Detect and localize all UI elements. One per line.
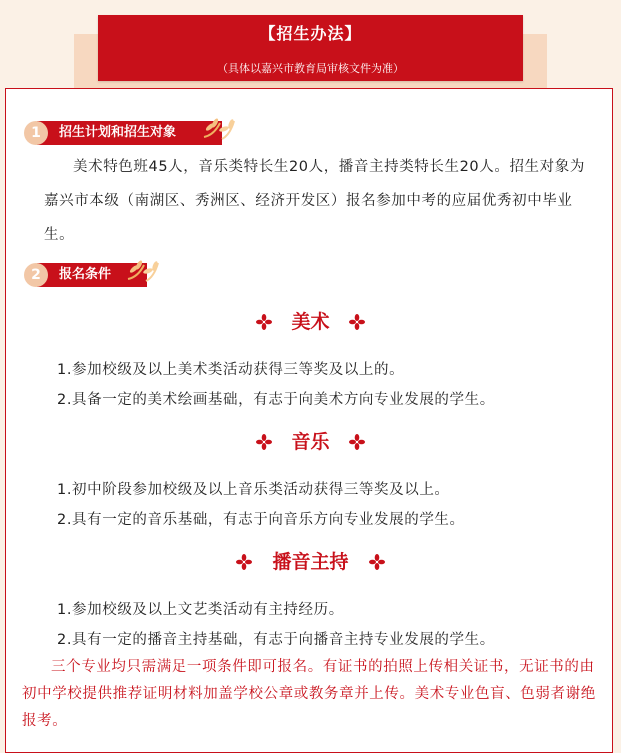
- section-title-2: 报名条件: [37, 263, 147, 287]
- header-banner: [98, 15, 523, 81]
- category-heading-broadcast: [0, 548, 621, 576]
- art-condition-2: 2.具备一定的美术绘画基础，有志于向美术方向专业发展的学生。: [57, 392, 495, 408]
- broadcast-condition-2: 2.具有一定的播音主持基础，有志于向播音主持专业发展的学生。: [57, 632, 495, 648]
- section-number-2: 2: [24, 263, 48, 287]
- wheat-ribbon-icon: [200, 115, 240, 145]
- category-title-art: 美术: [291, 311, 330, 333]
- category-heading-music: [0, 428, 621, 456]
- flower-icon: [349, 314, 365, 330]
- broadcast-condition-1: 1.参加校级及以上文艺类活动有主持经历。: [57, 602, 344, 618]
- application-note: 三个专业均只需满足一项条件即可报名。有证书的拍照上传相关证书，无证书的由初中学校提供推荐证明材料加盖学校公章或教务章并上传。美术专业色盲、色弱者谢绝报考。: [22, 659, 596, 729]
- flower-icon: [349, 434, 365, 450]
- category-title-music: 音乐: [291, 431, 330, 453]
- section-number-1: 1: [24, 121, 48, 145]
- page-title: 【招生办法】: [259, 24, 362, 43]
- music-condition-1: 1.初中阶段参加校级及以上音乐类活动获得三等奖及以上。: [57, 482, 450, 498]
- category-title-broadcast: 播音主持: [272, 551, 349, 573]
- wheat-ribbon-icon: [124, 257, 164, 287]
- section-title-1: 招生计划和招生对象: [37, 121, 222, 145]
- art-condition-1: 1.参加校级及以上美术类活动获得三等奖及以上的。: [57, 362, 405, 378]
- section-1-paragraph: 美术特色班45人，音乐类特长生20人，播音主持类特长生20人。招生对象为嘉兴市本级（南湖区、秀洲区、经济开发区）报名参加中考的应届优秀初中毕业生。: [44, 159, 585, 243]
- category-heading-art: [0, 308, 621, 336]
- music-condition-2: 2.具有一定的音乐基础，有志于向音乐方向专业发展的学生。: [57, 512, 465, 528]
- flower-icon: [369, 554, 385, 570]
- page-subtitle: （具体以嘉兴市教育局审核文件为准）: [217, 62, 404, 75]
